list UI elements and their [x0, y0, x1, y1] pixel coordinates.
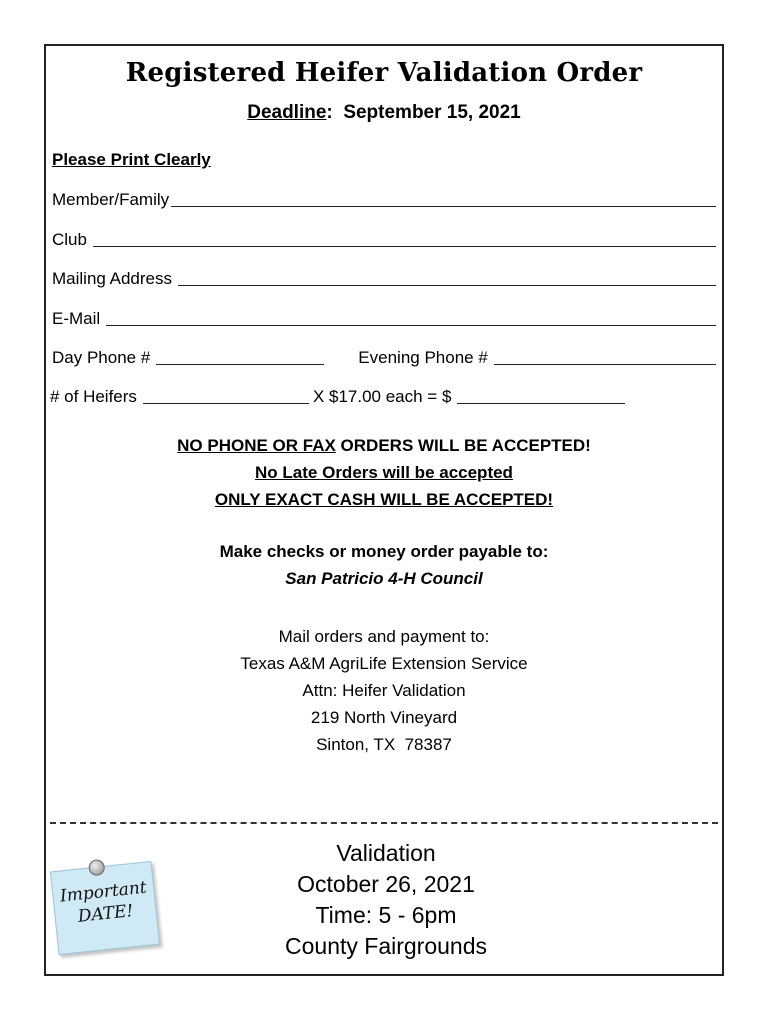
evening-phone-label: Evening Phone #	[358, 348, 488, 367]
day-phone-label: Day Phone #	[52, 348, 151, 367]
email-line[interactable]	[106, 325, 716, 326]
member-family-label: Member/Family	[52, 190, 170, 209]
mail-line-city: Sinton, TX 78387	[316, 735, 452, 754]
cash-only-notice-text: ONLY EXACT CASH WILL BE ACCEPTED!	[214, 490, 554, 509]
deadline-date: September 15, 2021	[343, 102, 521, 123]
cut-line-divider	[50, 822, 718, 824]
sticky-note-line2: DATE!	[76, 901, 135, 927]
form-title: Registered Heifer Validation Order	[125, 58, 643, 88]
mail-line-organization: Texas A&M AgriLife Extension Service	[240, 654, 528, 673]
mail-intro: Mail orders and payment to:	[278, 627, 490, 646]
validation-location: County Fairgrounds	[285, 933, 487, 959]
evening-phone-line[interactable]	[494, 364, 716, 365]
club-label: Club	[52, 230, 87, 249]
club-field[interactable]	[52, 226, 716, 250]
mailing-info	[46, 623, 722, 758]
member-family-field[interactable]	[52, 186, 716, 210]
mailing-address-line[interactable]	[178, 285, 716, 286]
deadline-separator: :	[326, 102, 333, 123]
mail-line-attn: Attn: Heifer Validation	[302, 681, 466, 700]
email-field[interactable]	[52, 305, 716, 329]
payee-name: San Patricio 4-H Council	[285, 569, 483, 588]
order-form	[44, 44, 724, 976]
no-phone-notice-rest: ORDERS WILL BE ACCEPTED!	[335, 436, 591, 455]
heifers-row	[50, 383, 625, 407]
heifers-label: # of Heifers	[50, 387, 137, 406]
phone-row	[52, 344, 716, 368]
email-label: E-Mail	[52, 309, 101, 328]
validation-title: Validation	[336, 840, 436, 866]
mailing-address-field[interactable]	[52, 265, 716, 289]
mailing-address-label: Mailing Address	[52, 269, 173, 288]
no-phone-notice	[46, 436, 722, 456]
validation-date: October 26, 2021	[297, 871, 475, 897]
day-phone-line[interactable]	[156, 364, 324, 365]
sticky-note-line1: Important	[59, 877, 148, 907]
print-clearly-instruction: Please Print Clearly	[52, 150, 211, 169]
validation-time: Time: 5 - 6pm	[315, 902, 457, 928]
payable-to-label: Make checks or money order payable to:	[219, 542, 549, 561]
price-label: X $17.00 each = $	[312, 387, 452, 406]
pushpin-icon	[88, 859, 106, 877]
heifers-count-line[interactable]	[143, 403, 309, 404]
no-late-notice-text: No Late Orders will be accepted	[255, 463, 513, 482]
sticky-note-text	[52, 876, 156, 930]
no-phone-notice-underlined: NO PHONE OR FAX	[177, 436, 336, 455]
cash-only-notice	[46, 490, 722, 510]
total-amount-line[interactable]	[457, 403, 625, 404]
no-late-notice	[46, 463, 722, 483]
member-family-line[interactable]	[171, 206, 716, 207]
mail-line-street: 219 North Vineyard	[310, 708, 458, 727]
deadline	[46, 102, 722, 124]
important-date-sticky-note	[50, 861, 160, 955]
validation-info	[276, 838, 496, 962]
club-line[interactable]	[93, 246, 716, 247]
deadline-label: Deadline	[247, 102, 327, 123]
